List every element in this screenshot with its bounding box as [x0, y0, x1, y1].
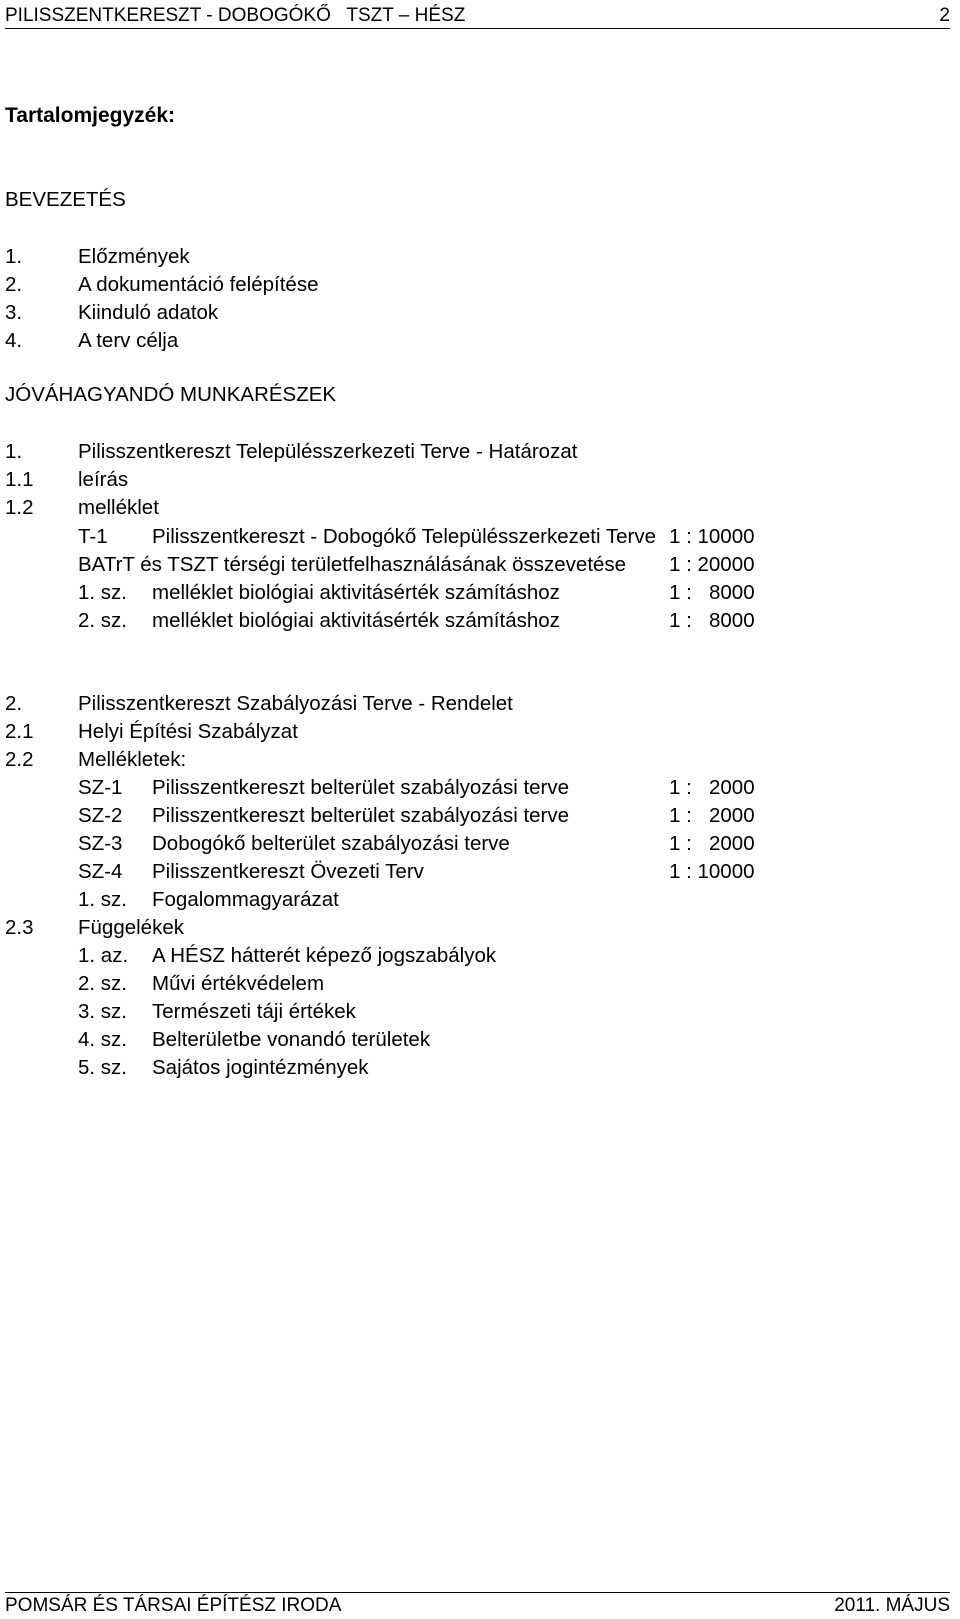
- attachment-scale: 1 :: [669, 776, 692, 799]
- attachment-scale-value: 2000: [709, 832, 755, 855]
- attachment-scale: 1 : 10000: [669, 525, 755, 548]
- attachment-code: 1. sz.: [78, 581, 127, 604]
- appendix-row: [0, 969, 960, 998]
- subsection-2-2: [0, 745, 960, 774]
- attachment-text: Dobogókő belterület szabályozási terve: [152, 832, 510, 855]
- subsection-2-3: [0, 913, 960, 942]
- toc-item-number: 1.: [5, 245, 23, 268]
- attachment-text: melléklet biológiai aktivitásérték számításhoz: [152, 581, 560, 604]
- attachment-text: Fogalommagyarázat: [152, 888, 339, 911]
- intro-heading: BEVEZETÉS: [5, 188, 126, 211]
- attachment-text: Pilisszentkereszt - Dobogókő Településszerkezeti Terve: [152, 525, 657, 548]
- toc-item-text: A dokumentáció felépítése: [78, 273, 319, 296]
- attachment-text: BATrT és TSZT térségi területfelhasználásának összevetése: [78, 553, 627, 576]
- subsection-number: 2.2: [5, 748, 34, 771]
- toc-item-number: 3.: [5, 301, 23, 324]
- attachment-code: T-1: [78, 525, 108, 548]
- subsection-1-2: [0, 493, 960, 522]
- appendix-code: 2. sz.: [78, 972, 127, 995]
- footer-date: 2011. MÁJUS: [834, 1595, 950, 1616]
- attachment-text: Pilisszentkereszt belterület szabályozási terve: [152, 776, 570, 799]
- attachment-code: 1. sz.: [78, 888, 127, 911]
- attachment-code: SZ-4: [78, 860, 123, 883]
- toc-title: Tartalomjegyzék:: [5, 104, 175, 127]
- section-text: Pilisszentkereszt Településszerkezeti Terve - Határozat: [78, 440, 578, 463]
- appendix-text: Belterületbe vonandó területek: [152, 1028, 431, 1051]
- toc-item-number: 4.: [5, 329, 23, 352]
- attachment-row: [0, 522, 960, 551]
- subsection-1-1: [0, 465, 960, 494]
- attachment-row: [0, 550, 960, 579]
- subsection-number: 1.1: [5, 468, 34, 491]
- attachment-scale: 1 : 20000: [669, 553, 755, 576]
- attachment-scale: 1 :: [669, 832, 692, 855]
- toc-item: [0, 242, 960, 271]
- attachment-row: [0, 578, 960, 607]
- toc-item: [0, 298, 960, 327]
- toc-item-number: 2.: [5, 273, 23, 296]
- attachment-row: [0, 829, 960, 858]
- appendix-row: [0, 997, 960, 1026]
- appendix-text: Sajátos jogintézmények: [152, 1056, 369, 1079]
- attachment-scale-value: 2000: [709, 776, 755, 799]
- toc-item-text: Kiinduló adatok: [78, 301, 219, 324]
- attachment-scale-value: 8000: [709, 609, 755, 632]
- attachment-scale-value: 8000: [709, 581, 755, 604]
- subsection-number: 2.1: [5, 720, 34, 743]
- header-title: PILISSZENTKERESZT - DOBOGÓKŐ TSZT – HÉSZ: [5, 5, 466, 26]
- attachment-text: Pilisszentkereszt belterület szabályozási terve: [152, 804, 570, 827]
- section-number: 2.: [5, 692, 23, 715]
- attachment-scale: 1 : 10000: [669, 860, 755, 883]
- attachment-code: SZ-2: [78, 804, 123, 827]
- subsection-text: melléklet: [78, 496, 159, 519]
- toc-item-text: Előzmények: [78, 245, 190, 268]
- toc-item: [0, 326, 960, 355]
- attachment-row: [0, 857, 960, 886]
- attachment-text: melléklet biológiai aktivitásérték számításhoz: [152, 609, 560, 632]
- attachment-code: SZ-1: [78, 776, 123, 799]
- page-header: [5, 4, 950, 29]
- appendix-row: [0, 941, 960, 970]
- section-text: Pilisszentkereszt Szabályozási Terve - Rendelet: [78, 692, 513, 715]
- appendix-row: [0, 1053, 960, 1082]
- attachment-text: Pilisszentkereszt Övezeti Terv: [152, 860, 424, 883]
- attachment-row: [0, 773, 960, 802]
- appendix-code: 4. sz.: [78, 1028, 127, 1051]
- subsection-text: leírás: [78, 468, 129, 491]
- appendix-code: 5. sz.: [78, 1056, 127, 1079]
- section-2-title: [0, 689, 960, 718]
- page-number: 2: [939, 5, 950, 26]
- appendix-text: A HÉSZ hátterét képező jogszabályok: [152, 944, 497, 967]
- appendix-row: [0, 1025, 960, 1054]
- attachment-scale-value: 2000: [709, 804, 755, 827]
- subsection-number: 1.2: [5, 496, 34, 519]
- attachment-scale: 1 :: [669, 804, 692, 827]
- section-number: 1.: [5, 440, 23, 463]
- appendix-code: 3. sz.: [78, 1000, 127, 1023]
- subsection-text: Mellékletek:: [78, 748, 187, 771]
- section-1-title: [0, 437, 960, 466]
- appendix-code: 1. az.: [78, 944, 129, 967]
- attachment-scale: 1 :: [669, 609, 692, 632]
- page-footer: [5, 1592, 950, 1617]
- attachment-row: [0, 801, 960, 830]
- subsection-text: Helyi Építési Szabályzat: [78, 720, 298, 743]
- attachment-scale: 1 :: [669, 581, 692, 604]
- subsection-number: 2.3: [5, 916, 34, 939]
- approved-heading: JÓVÁHAGYANDÓ MUNKARÉSZEK: [5, 383, 337, 406]
- subsection-text: Függelékek: [78, 916, 184, 939]
- toc-item: [0, 270, 960, 299]
- footer-office: POMSÁR ÉS TÁRSAI ÉPÍTÉSZ IRODA: [5, 1595, 342, 1616]
- appendix-text: Művi értékvédelem: [152, 972, 325, 995]
- attachment-code: SZ-3: [78, 832, 123, 855]
- attachment-code: 2. sz.: [78, 609, 127, 632]
- attachment-row: [0, 885, 960, 914]
- attachment-row: [0, 606, 960, 635]
- toc-item-text: A terv célja: [78, 329, 179, 352]
- appendix-text: Természeti táji értékek: [152, 1000, 356, 1023]
- subsection-2-1: [0, 717, 960, 746]
